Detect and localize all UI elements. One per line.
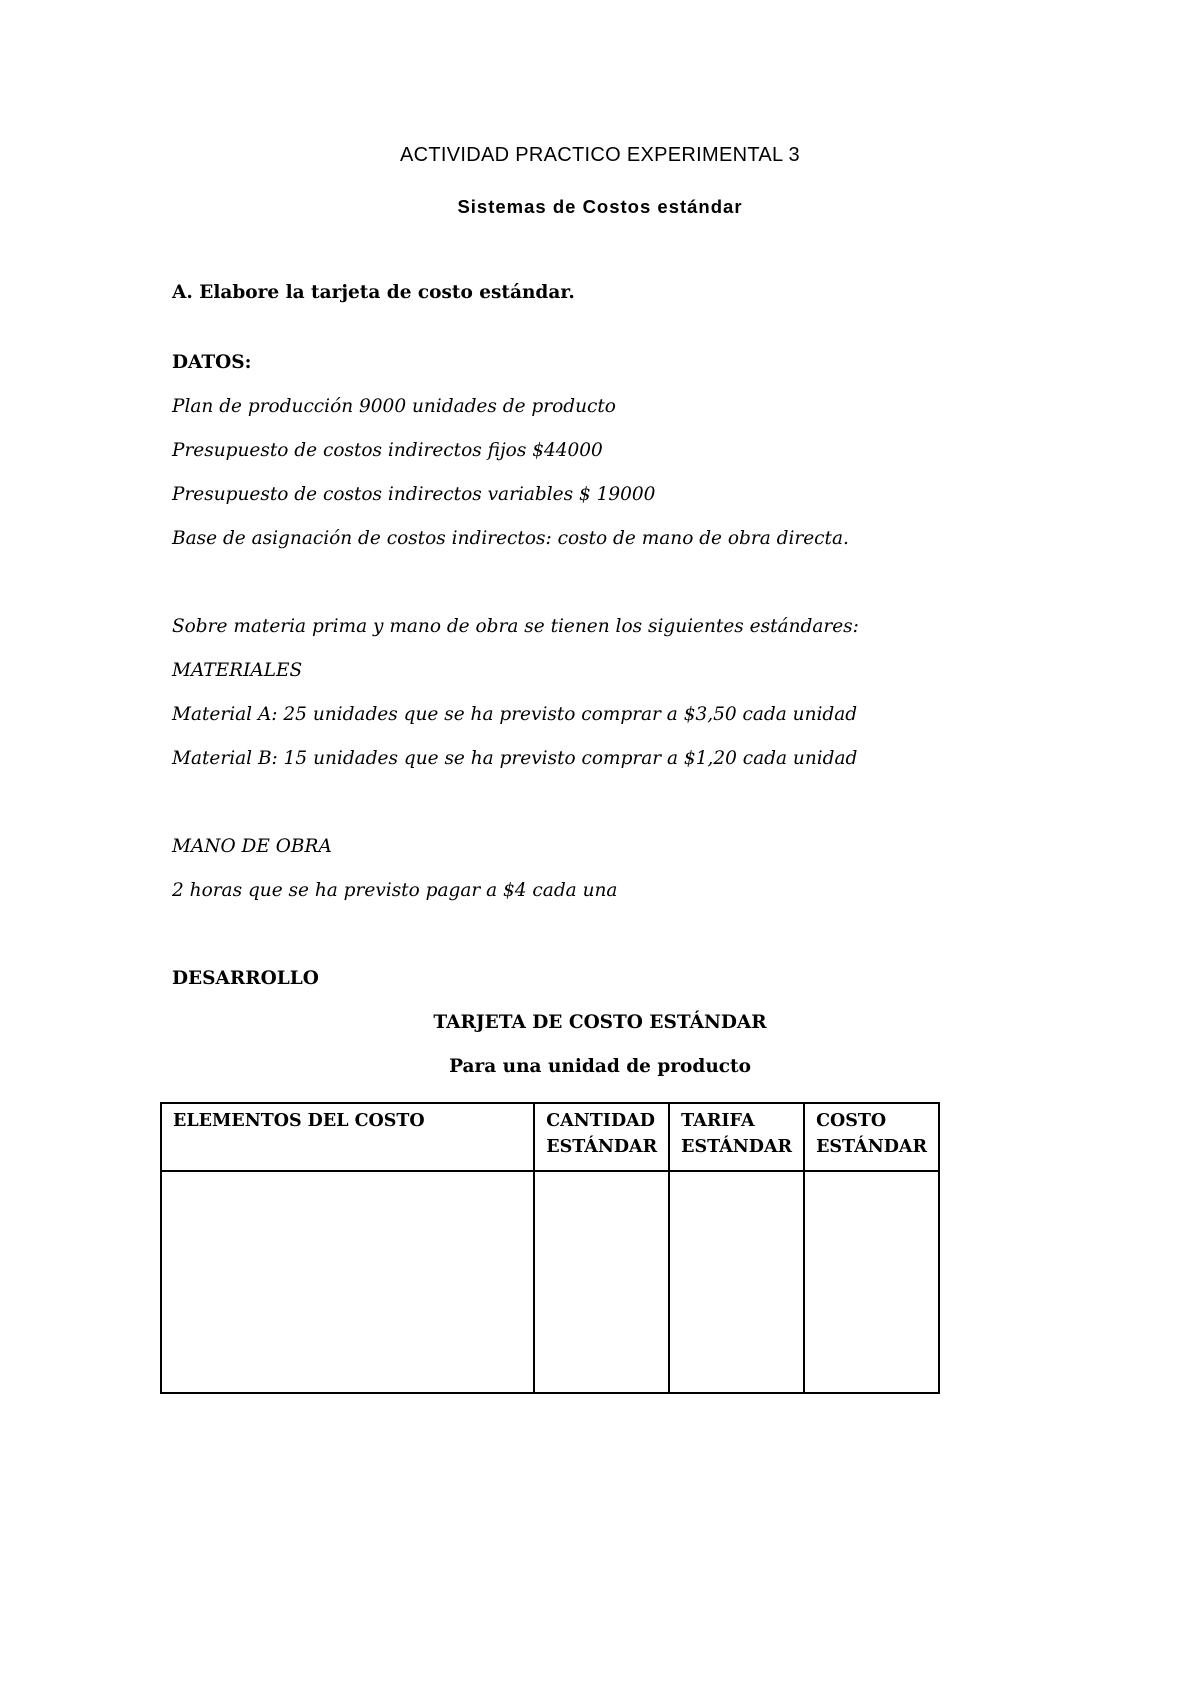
labor-line: 2 horas que se ha previsto pagar a $4 cada una — [172, 880, 618, 901]
datos-line: Presupuesto de costos indirectos variables $ 19000 — [172, 484, 656, 505]
card-title: TARJETA DE COSTO ESTÁNDAR — [433, 1012, 767, 1033]
datos-line: Presupuesto de costos indirectos fijos $44000 — [172, 440, 603, 461]
development-heading: DESARROLLO — [172, 968, 319, 989]
document-title: ACTIVIDAD PRACTICO EXPERIMENTAL 3 — [400, 144, 800, 166]
labor-heading: MANO DE OBRA — [172, 836, 332, 857]
standard-cost-table — [160, 1102, 940, 1394]
materials-heading: MATERIALES — [172, 660, 303, 681]
standards-intro: Sobre materia prima y mano de obra se tienen los siguientes estándares: — [172, 616, 859, 637]
datos-line: Plan de producción 9000 unidades de producto — [172, 396, 616, 417]
header-cost-elements: ELEMENTOS DEL COSTO — [161, 1103, 534, 1171]
table-cell[interactable] — [534, 1171, 669, 1393]
table-cell[interactable] — [669, 1171, 804, 1393]
material-line: Material B: 15 unidades que se ha previsto comprar a $1,20 cada unidad — [172, 748, 858, 769]
card-subtitle: Para una unidad de producto — [449, 1056, 751, 1077]
material-line: Material A: 25 unidades que se ha previsto comprar a $3,50 cada unidad — [172, 704, 858, 725]
table-row — [161, 1171, 939, 1393]
header-standard-cost: COSTO ESTÁNDAR — [804, 1103, 939, 1171]
document-subtitle: Sistemas de Costos estándar — [457, 196, 743, 217]
table-header-row — [161, 1103, 939, 1171]
header-standard-quantity: CANTIDAD ESTÁNDAR — [534, 1103, 669, 1171]
table-cell[interactable] — [804, 1171, 939, 1393]
table-cell[interactable] — [161, 1171, 534, 1393]
instruction-text: A. Elabore la tarjeta de costo estándar. — [172, 282, 575, 303]
header-standard-rate: TARIFA ESTÁNDAR — [669, 1103, 804, 1171]
datos-heading: DATOS: — [172, 352, 252, 373]
datos-line: Base de asignación de costos indirectos: costo de mano de obra directa. — [172, 528, 849, 549]
